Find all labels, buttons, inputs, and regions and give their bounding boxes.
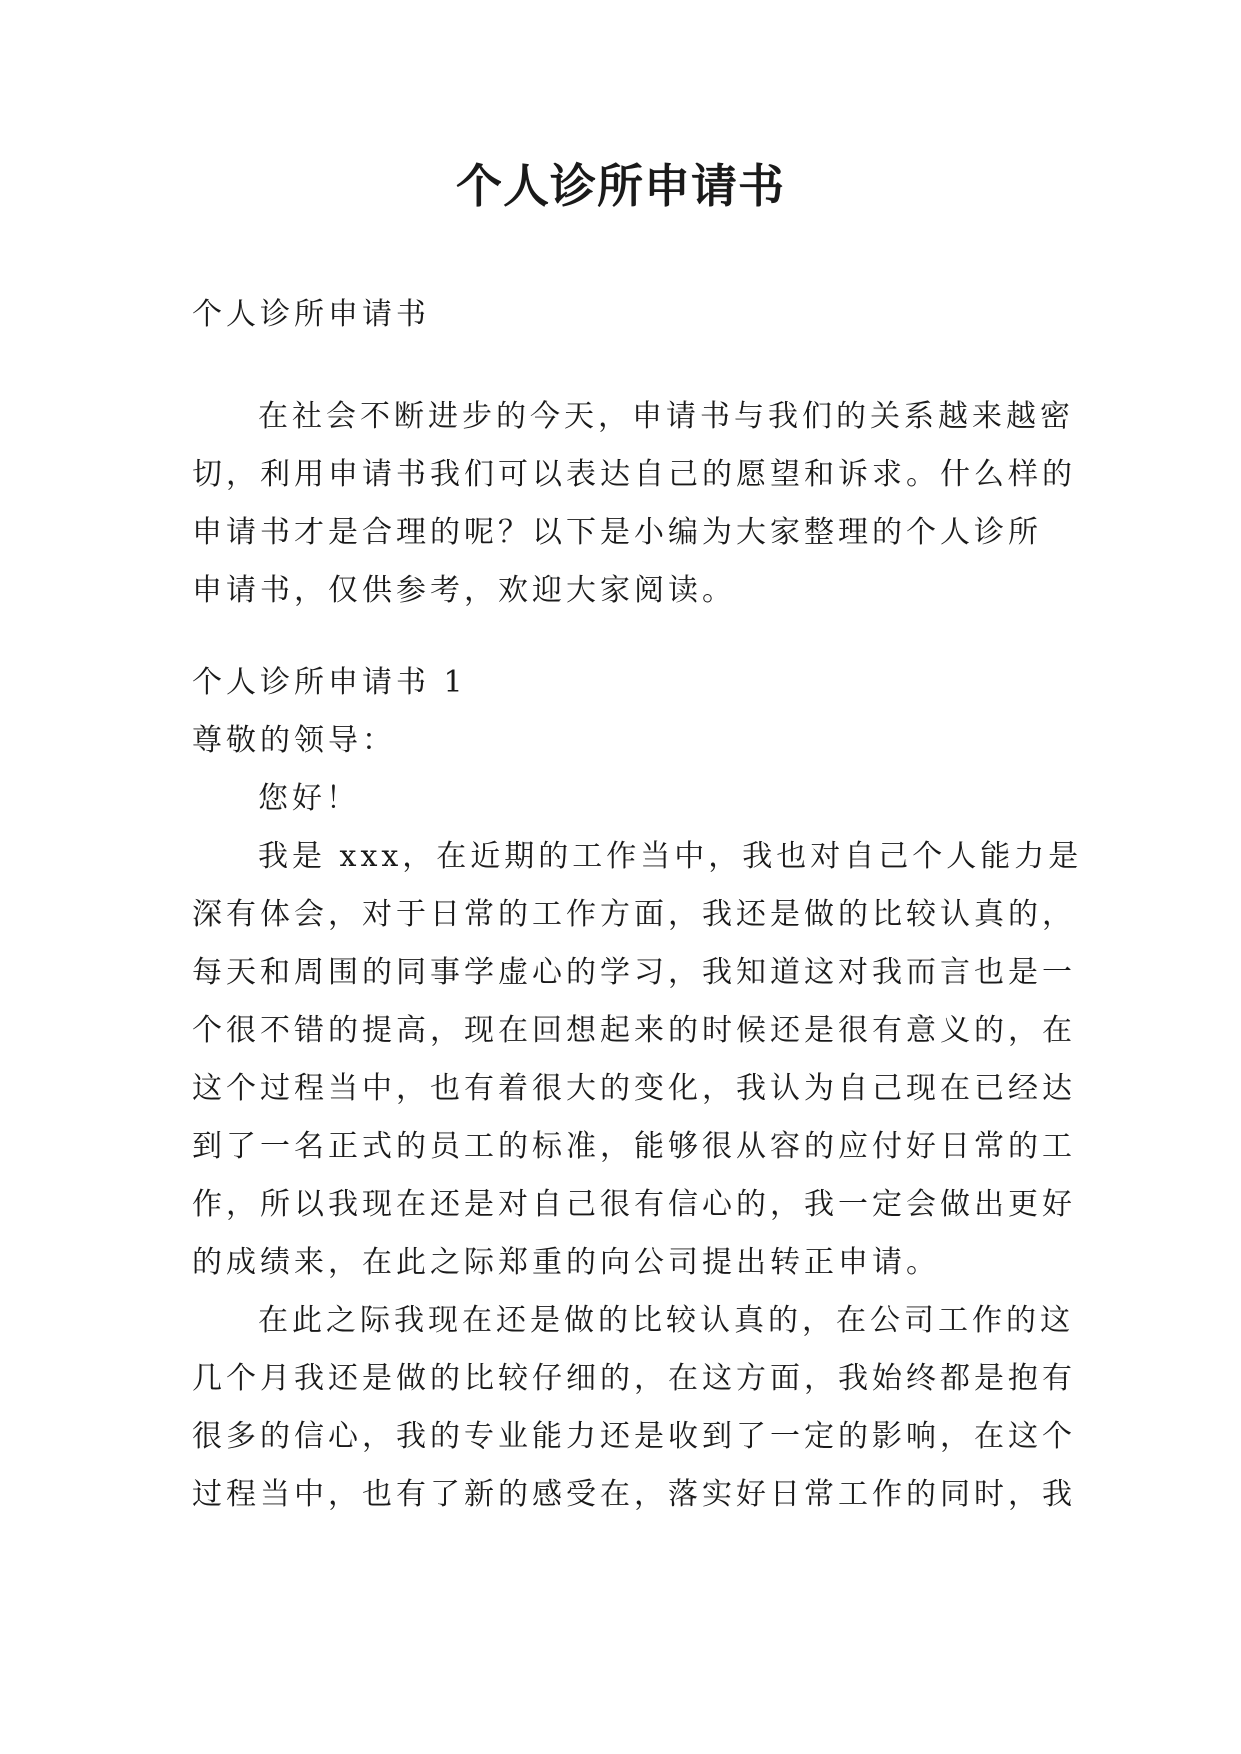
salutation: 尊敬的领导：: [192, 723, 396, 758]
paragraph-line: 的成绩来，在此之际郑重的向公司提出转正申请。: [192, 1245, 940, 1280]
paragraph-line: 很多的信心，我的专业能力还是收到了一定的影响，在这个: [192, 1419, 1076, 1454]
paragraph-line: 我是 xxx，在近期的工作当中，我也对自己个人能力是: [258, 839, 1083, 874]
intro-line: 申请书才是合理的呢？以下是小编为大家整理的个人诊所: [192, 515, 1042, 550]
paragraph-line: 个很不错的提高，现在回想起来的时候还是很有意义的，在: [192, 1013, 1076, 1048]
document-subtitle: 个人诊所申请书: [192, 297, 430, 332]
intro-paragraph: [192, 388, 1076, 620]
body-paragraph-1: [192, 828, 1083, 1292]
body-paragraph-2: [192, 1292, 1076, 1524]
document-title: 个人诊所申请书: [456, 159, 785, 213]
section-heading: 个人诊所申请书 1: [192, 665, 467, 700]
greeting: 您好！: [258, 781, 360, 816]
paragraph-line: 过程当中，也有了新的感受在，落实好日常工作的同时，我: [192, 1477, 1076, 1512]
paragraph-line: 几个月我还是做的比较仔细的，在这方面，我始终都是抱有: [192, 1361, 1076, 1396]
paragraph-line: 深有体会，对于日常的工作方面，我还是做的比较认真的，: [192, 897, 1076, 932]
paragraph-line: 到了一名正式的员工的标准，能够很从容的应付好日常的工: [192, 1129, 1076, 1164]
document-body: [192, 286, 1083, 1524]
paragraph-line: 每天和周围的同事学虚心的学习，我知道这对我而言也是一: [192, 955, 1076, 990]
paragraph-line: 在此之际我现在还是做的比较认真的，在公司工作的这: [258, 1303, 1074, 1338]
intro-line: 申请书，仅供参考，欢迎大家阅读。: [192, 573, 736, 608]
intro-line: 在社会不断进步的今天，申请书与我们的关系越来越密: [258, 399, 1074, 434]
intro-line: 切，利用申请书我们可以表达自己的愿望和诉求。什么样的: [192, 457, 1076, 492]
spacer: [192, 620, 1072, 654]
paragraph-line: 这个过程当中，也有着很大的变化，我认为自己现在已经达: [192, 1071, 1076, 1106]
spacer: [192, 344, 1072, 388]
paragraph-line: 作，所以我现在还是对自己很有信心的，我一定会做出更好: [192, 1187, 1076, 1222]
